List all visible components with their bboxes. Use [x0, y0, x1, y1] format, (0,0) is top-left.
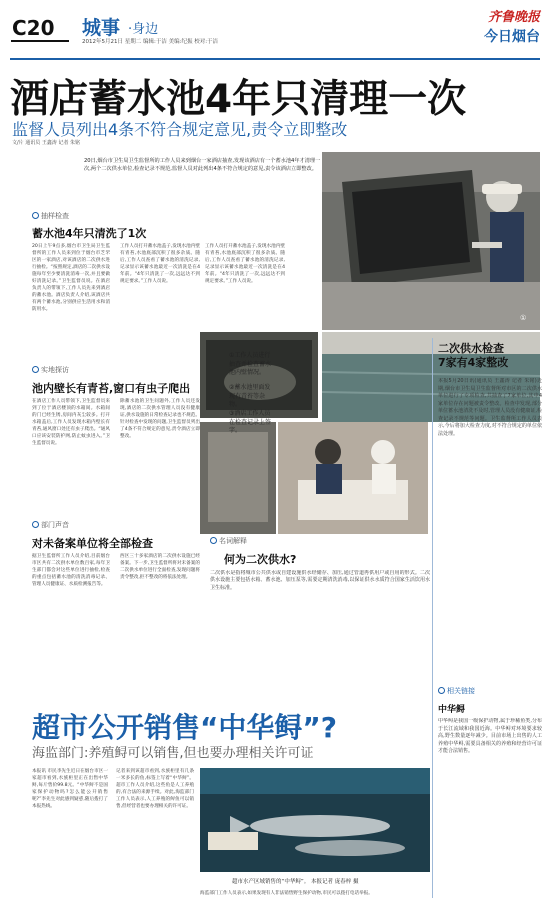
- tag-department: 部门声音: [32, 520, 69, 530]
- headline-2-sub: 海监部门:养殖鲟可以销售,但也要办理相关许可证: [32, 746, 314, 761]
- section-body-3b: 西区三十多家酒店的二次供水设施已经备案。下一步,卫生监督所将对未备案的二次供水单位进行全面检查,发现问题将责令整改,拒不整改的将依法处理。: [120, 554, 200, 580]
- tag-term: 名词解释: [210, 536, 247, 546]
- caption-1: ①工作人员进行抽查并检查蓄水池内壁情况。: [229, 352, 272, 376]
- issue-meta: 2012年5月21日 星期二 编辑:于洁 美编:纪振 校对:于洁: [82, 39, 219, 45]
- box-body: 二次供水是指将城市公共供水或自建设施供水经储存、加压,通过管道再供用户或自用的形式。二次供水设施主要包括水箱、蓄水池、加压泵等,需要定期清洗消毒,以保证供水水质符合国家生活饮用水卫生标准。: [210, 570, 430, 591]
- story2-body-a: 本报讯 市民李先生近日在烟台市区一家超市看到,水族柜里正在出售中华鲟,每斤售价99.8元。“中华鲟不是国家保护动物吗?怎么能公开销售呢?”李先生对此感到疑惑,随后拨打了本报热线。: [32, 769, 108, 809]
- circle-bullet-icon: [210, 537, 217, 544]
- section-title-1: 蓄水池4年只清洗了1次: [32, 227, 147, 240]
- subsection-title: ·身边: [128, 22, 159, 37]
- tag-sampling: 抽样检查: [32, 211, 69, 221]
- tag-related: 相关链接: [438, 686, 475, 696]
- box-title: 何为二次供水?: [224, 553, 297, 566]
- headline-sub: 监督人员列出4条不符合规定意见,责令立即整改: [12, 120, 348, 139]
- section-title-3: 对未备案单位将全部检查: [32, 537, 153, 550]
- circle-bullet-icon: [32, 212, 39, 219]
- header-divider: [10, 58, 540, 60]
- photo-signing: [278, 422, 428, 534]
- brand-subtitle: 今日烟台: [484, 29, 540, 45]
- story2-body-c: 海监部门工作人员表示,如果发现有人非法销售野生保护动物,市民可以拨打电话举报。: [200, 891, 373, 896]
- section-body-2b: 除蓄水池的卫生问题外,工作人员还发现,酒店的二次供水管理人员没有健康证,供水设施的日常检查记录也不规范。针对检查中发现的问题,卫生监督员列出了4条不符合规定的意见,责令酒店立即整改。: [120, 399, 200, 439]
- byline: 文/片 通讯员 王鑫涛 记者 朱铭: [12, 140, 81, 146]
- circle-bullet-icon: [32, 521, 39, 528]
- brand-logo: [484, 6, 540, 46]
- photo-marker-1: ①: [520, 314, 527, 322]
- tag-visit: 实地探访: [32, 365, 69, 375]
- page-header: [0, 0, 550, 62]
- photo-sturgeon: [200, 768, 430, 872]
- section-title: 城事: [82, 17, 121, 39]
- story2-photo-caption: 超市水产区域销售的“中华鲟”。 本报记者 庞春梓 摄: [232, 879, 359, 885]
- page-number-rule: [11, 40, 69, 42]
- circle-bullet-icon: [32, 366, 39, 373]
- right-title-b: 7家有4家整改: [438, 356, 509, 369]
- headline-main: 酒店蓄水池4年只清理一次: [10, 77, 467, 122]
- section-body-3a: 据卫生监督所工作人员介绍,目前烟台市区共有二次供水单位数百家,每年卫生部门都会对这些单位进行抽检,检查的重点包括蓄水池的清洗消毒记录、管理人员健康证、水质检测报告等。: [32, 554, 110, 587]
- section-body-1b: 工作人员打开蓄水池盖子,发现水池内壁有青苔,水池底部沉积了很多杂质。随后,工作人员查看了蓄水池的清洗记录,记录显示该蓄水池最近一次清洗是在4年前。“4年只清洗了一次,远远达不到规定要求。”工作人员说。: [120, 244, 200, 284]
- photo-stairs: [200, 422, 276, 534]
- related-body: 中华鲟是我国一级保护动物,属于珍稀鱼类,分布于长江流域和我国近海。中华鲟对环境要求较高,野生数量逐年减少。目前市场上出售的人工养殖中华鲟,需要具备相关的养殖和经营许可证才能合法销售。: [438, 718, 542, 754]
- story2-body-b: 记者来到该超市看到,水族柜里有几条一米多长的鱼,标签上写着“中华鲟”。超市工作人员介绍,这些鱼是人工养殖的,有合法的来源手续。对此,海监部门工作人员表示,人工养殖的鲟鱼可以销售,但经营者也要办理相关的许可证。: [116, 769, 194, 809]
- photo-water-tank: [322, 152, 540, 330]
- main-photo: [322, 152, 540, 330]
- caption-3: ③酒店工作人员在检查记录上签字。: [229, 410, 272, 434]
- section-body-1a: 20日上午9点多,烟台市卫生局卫生监督所的工作人员来到位于烟台市芝罘区的一家酒店,对该酒店的二次供水进行抽检。“按照规定,酒店的二次供水设施每年至少要清洗消毒一次,并且要做好清洗记录。”卫生监督员说。在酒店负责人的带领下,工作人员先来到酒店的蓄水池。酒店负责人介绍,该酒店共有两个蓄水池,分别供应生活用水和消防用水。: [32, 244, 110, 312]
- right-title-a: 二次供水检查: [438, 342, 504, 355]
- related-title: 中华鲟: [438, 705, 466, 715]
- section-body-1c: 工作人员打开蓄水池盖子,发现水池内壁有青苔,水池底部沉积了很多杂质。随后,工作人员查看了蓄水池的清洗记录,记录显示该蓄水池最近一次清洗是在4年前。“4年只清洗了一次,远远达不到规定要求。”工作人员说。: [205, 244, 285, 284]
- section-title-2: 池内壁长有青苔,窗口有虫子爬出: [32, 382, 191, 395]
- page-number: C20: [12, 16, 55, 40]
- caption-2: ②蓄水池里面发现有青苔等杂物。: [229, 384, 271, 408]
- headline-2: 超市公开销售“中华鲟”?: [32, 711, 338, 744]
- section-body-2a: 在酒店工作人员带领下,卫生监督员来到了位于酒店楼顶的水箱间。水箱间的门已经生锈,房间内灰尘较多。打开水箱盖后,工作人员发现水箱内壁长有青苔,通风窗口处还有虫子爬出。“通风口应该安装防护网,防止蚊虫进入。”卫生监督员说。: [32, 399, 110, 446]
- column-divider: [432, 338, 433, 898]
- brand-name: 齐鲁晚报: [487, 10, 540, 25]
- right-body: 本报5月20日讯(通讯员 王鑫涛 记者 朱铭)近期,烟台市卫生局卫生监督所对市区的二次供水单位进行了专项检查,共抽查了7家单位,其中4家单位存在问题被责令整改。检查中发现,部分单位蓄水池清洗不及时,管理人员没有健康证,检查记录不规范等问题。卫生监督所工作人员表示,今后将加大检查力度,对不符合规定的单位依法处理。: [438, 378, 542, 437]
- circle-bullet-icon: [438, 687, 445, 694]
- lead-paragraph: 20日,烟台市卫生局卫生监督所的工作人员来到烟台一家酒店抽查,发现该酒店有一个蓄水池4年才清理一次,两个二次供水单位,检查记录不规范,监督人员对此列出4条不符合规定的意见,责令该酒店立即整改。: [84, 158, 321, 172]
